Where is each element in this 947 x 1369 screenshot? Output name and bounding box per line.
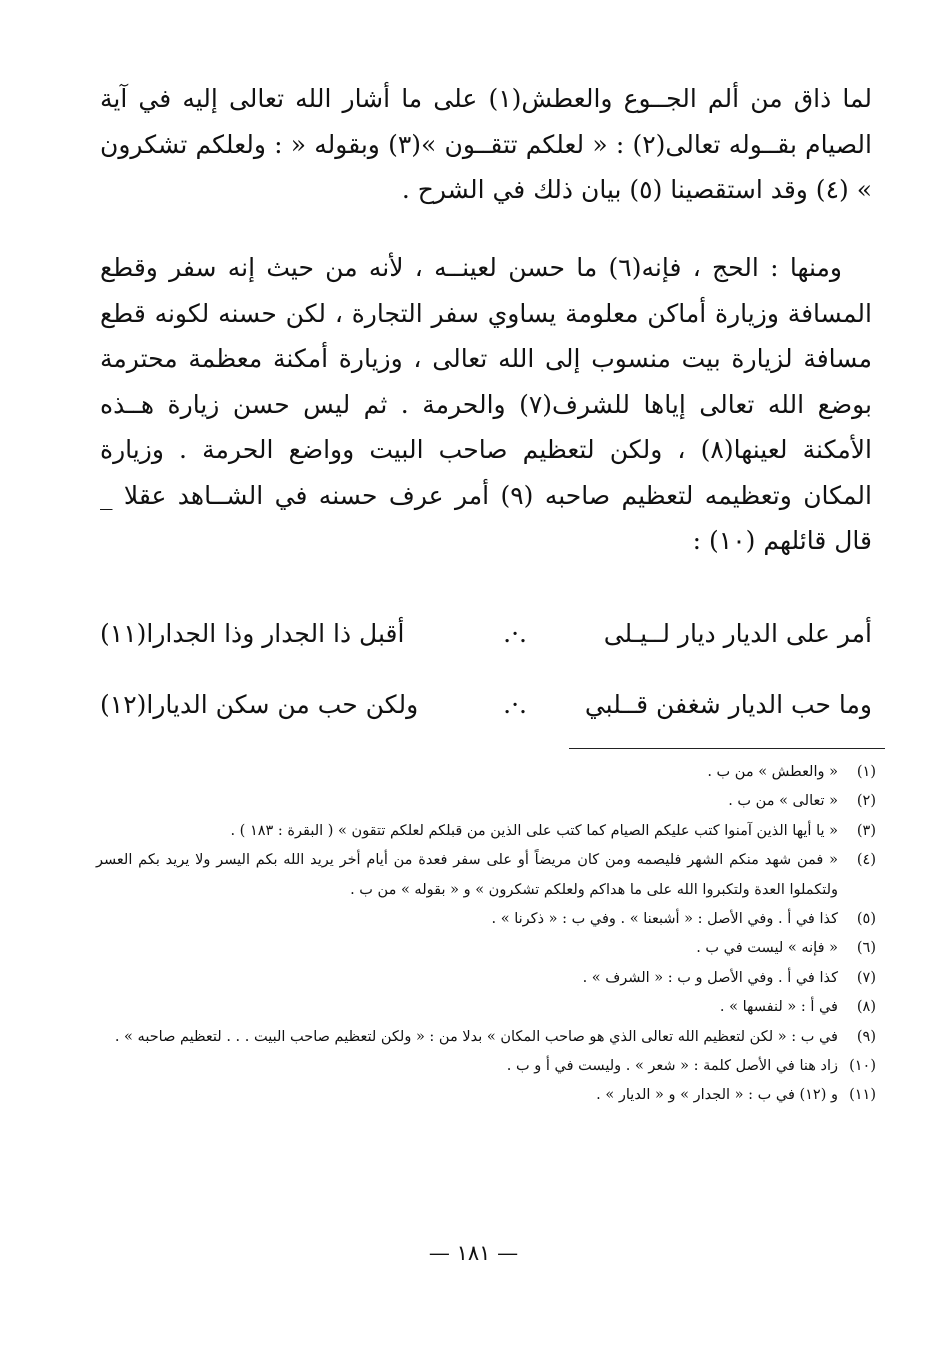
footnote-number: (١١) (849, 1087, 876, 1104)
footnote (96, 846, 876, 905)
footnote (96, 934, 876, 963)
footnote-number: (٣) (856, 822, 876, 839)
footnote-number: (٧) (856, 969, 876, 986)
footnote-text: « يا أيها الذين آمنوا كتب عليكم الصيام كما كتب على الذين من قبلكم لعلكم تتقون » ( البقرة : ١٨٣ ) . (230, 822, 838, 839)
footnote (96, 758, 876, 787)
footnote (96, 905, 876, 934)
footnote (96, 993, 876, 1022)
footnote-text: و (١٢) في ب : « الجدار » و « الديار » . (596, 1087, 838, 1104)
footnote-text: كذا في أ . وفي الأصل : « أشبعنا » . وفي ب : « ذكرنا » . (491, 911, 838, 928)
footnote-divider (569, 748, 885, 749)
footnote-number: (١) (856, 764, 876, 780)
verse-2-second-hemistich: ولكن حب من سكن الديارا(١٢) (100, 690, 419, 719)
verse-1-first-hemistich: أمر على الديار ديار لــيـلى (603, 619, 872, 648)
footnote-text: « تعالى » من ب . (728, 793, 838, 810)
footnote-number: (٥) (856, 911, 876, 928)
footnote-number: (٤) (856, 852, 876, 869)
footnote-text: زاد هنا في الأصل كلمة : « شعر » . وليست في أ و ب . (506, 1058, 838, 1075)
footnote (96, 787, 876, 816)
footnote (96, 817, 876, 846)
verse-2-first-hemistich: وما حب الديار شغفن قــلبي (584, 690, 872, 719)
footnote (96, 1081, 876, 1110)
footnotes (96, 758, 876, 1111)
footnote-number: (٢) (856, 793, 876, 810)
poem-verse-2 (100, 682, 872, 728)
main-paragraph-1: لما ذاق من ألم الجــوع والعطش(١) على ما أشار الله تعالى إليه في آية الصيام بقــوله تعالى(٢) : « لعلكم تتقــون »(٣) وبقوله « : ولعلكم تشكرون » (٤) وقد استقصينا (٥) بيان ذلك في الشرح . (100, 84, 873, 204)
verse-1-separator: .·. (503, 619, 527, 648)
footnote-text: « فإنه » ليست في ب . (696, 940, 838, 957)
footnote (96, 1023, 876, 1052)
footnote-number: (٨) (856, 999, 876, 1016)
footnote-text: في ب : « لكن لتعظيم الله تعالى الذي هو صاحب المكان » بدلا من : « ولكن لتعظيم صاحب البيت . . . لتعظيم صاحبه » . (114, 1028, 838, 1045)
verse-2-separator: .·. (503, 690, 527, 719)
footnote-number: (١٠) (849, 1058, 876, 1075)
footnote-text: « والعطش » من ب . (707, 764, 838, 780)
page-number: — ١٨١ — (428, 1241, 519, 1265)
verse-1-second-hemistich: أقبل ذا الجدار وذا الجدارا(١١) (100, 619, 405, 648)
main-paragraph-2: ومنها : الحج ، فإنه(٦) ما حسن لعينــه ، لأنه من حيث إنه سفر وقطع المسافة وزيارة أماكن معلومة يساوي سفر التجارة ، لكن حسنه لكونه قطع مسافة لزيارة بيت منسوب إلى الله تعالى ، وزيارة أمكنة معظمة محترمة بوضع الله تعالى إياها للشرف(٧) والحرمة . ثم ليس حسن زيارة هــذه الأمكنة لعينها(٨) ، ولكن لتعظيم صاحب البيت وواضع الحرمة . وزيارة المكان وتعظيمه لتعظيم صاحبه (٩) أمر عرف حسنه في الشــاهد عقلا _ قال قائلهم (١٠) : (100, 253, 872, 555)
footnote (96, 964, 876, 993)
footnote-text: كذا في أ . وفي الأصل و ب : « الشرف » . (582, 969, 838, 986)
footnote-text: « فمن شهد منكم الشهر فليصمه ومن كان مريضاً أو على سفر فعدة من أيام أخر يريد الله بكم اليسر ولا يريد بكم العسر ولتكملوا العدة ولتكبروا الله على ما هداكم ولعلكم تشكرون » و « بقوله » من ب . (96, 852, 839, 898)
footnote-text: في أ : « لنفسها » . (719, 999, 838, 1016)
poem-verse-1 (100, 611, 872, 657)
footnote (96, 1052, 876, 1081)
footnote-number: (٩) (856, 1028, 876, 1045)
footnote-number: (٦) (856, 940, 876, 957)
